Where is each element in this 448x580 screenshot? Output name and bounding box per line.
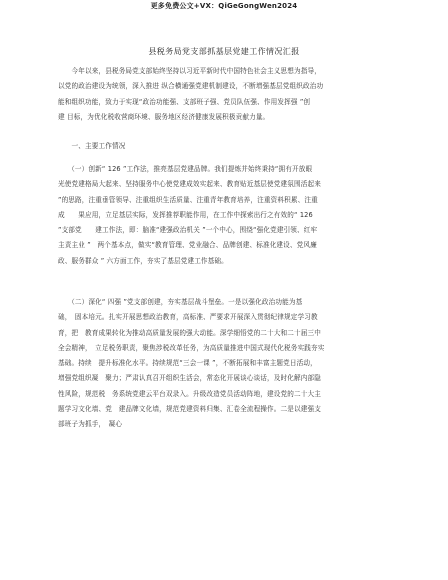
text-line: 题学习文化墙、党 建品牌文化墙，规范党建资料归集、汇卷全流程操作。二是以建强支 [58,405,322,414]
text-line: ”支部党 建工作法，即：脑准“建强政治机关 ”一个中心，围绕“强化党建引领、红牢 [58,226,318,235]
paragraph-section-1 [58,162,400,269]
text-line: 光使党建格局大起来、坚持服务中心使党建成效实起来、教育贴近基层使党建氛围活起来 [58,180,322,189]
text-line: 能和组织功能，致力于实现“政治功能强、支部班子强、党员队伍强、作用发挥强 ”创 [58,97,311,106]
text-line: （一）创新“ 126 ”工作法，推亮基层党建品牌。我们提炼并始终秉持“拥有开放眼 [58,165,313,173]
text-line: 成 果应用，立足基层实际，发挥推荐职能作用，在工作中探索出行之有效的“ 126 [58,210,313,219]
text-line: 础， 固本培元。扎实开展思想政治教育，高标准、严要求开展深入贯彻纪律规定学习教 [58,313,318,322]
text-line: 以党的政治建设为统领，深入推进 纵合横通强党建机制建设，不断增强基层党组织政治功 [58,82,324,91]
text-line: 政、服务群众 ” 六方面工作，夯实了基层党建工作基础。 [58,256,228,265]
text-line: ”的思路，注重垂管领导、注重组织生活质量、注重青年教育培养，注重资料积累、注重 [58,195,318,204]
text-line: 今年以来，县税务局党支部始终坚持以习近平新时代中国特色社会主义思想为指导， [58,67,322,75]
text-line: 全会精神， 立足税务职责，聚焦涉税改革任务，为高质量推进中国式现代化税务实践夯实 [58,343,325,352]
text-line: 部班子为抓手， 凝心 [58,420,123,429]
text-line: （二）深化“ 四强 ”党支部创建，夯实基层战斗堡垒。一是以强化政治功能为基 [58,298,303,306]
text-line: 增强党组织凝 聚力；严肃认真召开组织生活会，常态化开展谈心谈话，及时化解内部隐 [58,374,322,383]
text-line: 育，把 教育成果转化为推动高质量发展的强大动能。深学细悟党的二十大和二十届三中 [58,328,322,337]
document-title: 县税务局党支部抓基层党建工作情况汇报 [148,47,300,56]
text-line: 建 目标，为优化税收营商环境、服务地区经济健康发展积极贡献力量。 [58,112,270,121]
text-line: 性风险，规范税 务系统党建云平台双录入。升级改造党员活动阵地，建设党的二十大主 [58,389,322,398]
watermark: 更多免费公文+VX：QiGeGongWen2024 [150,2,298,10]
text-line: 一、主要工作情况 [58,142,126,150]
text-line: 基础。持续 提升标准化水平。持续规范“三会一课 ”，不断拓展和丰富主题党日活动， [58,359,317,368]
text-line: 主责主业 ” 两个基本点，做实“教育管理、党业融合、品牌创建、标准化建设、党风廉 [58,241,317,250]
section-heading [58,139,400,154]
paragraph-section-2 [58,295,400,433]
paragraph-intro [58,64,400,125]
